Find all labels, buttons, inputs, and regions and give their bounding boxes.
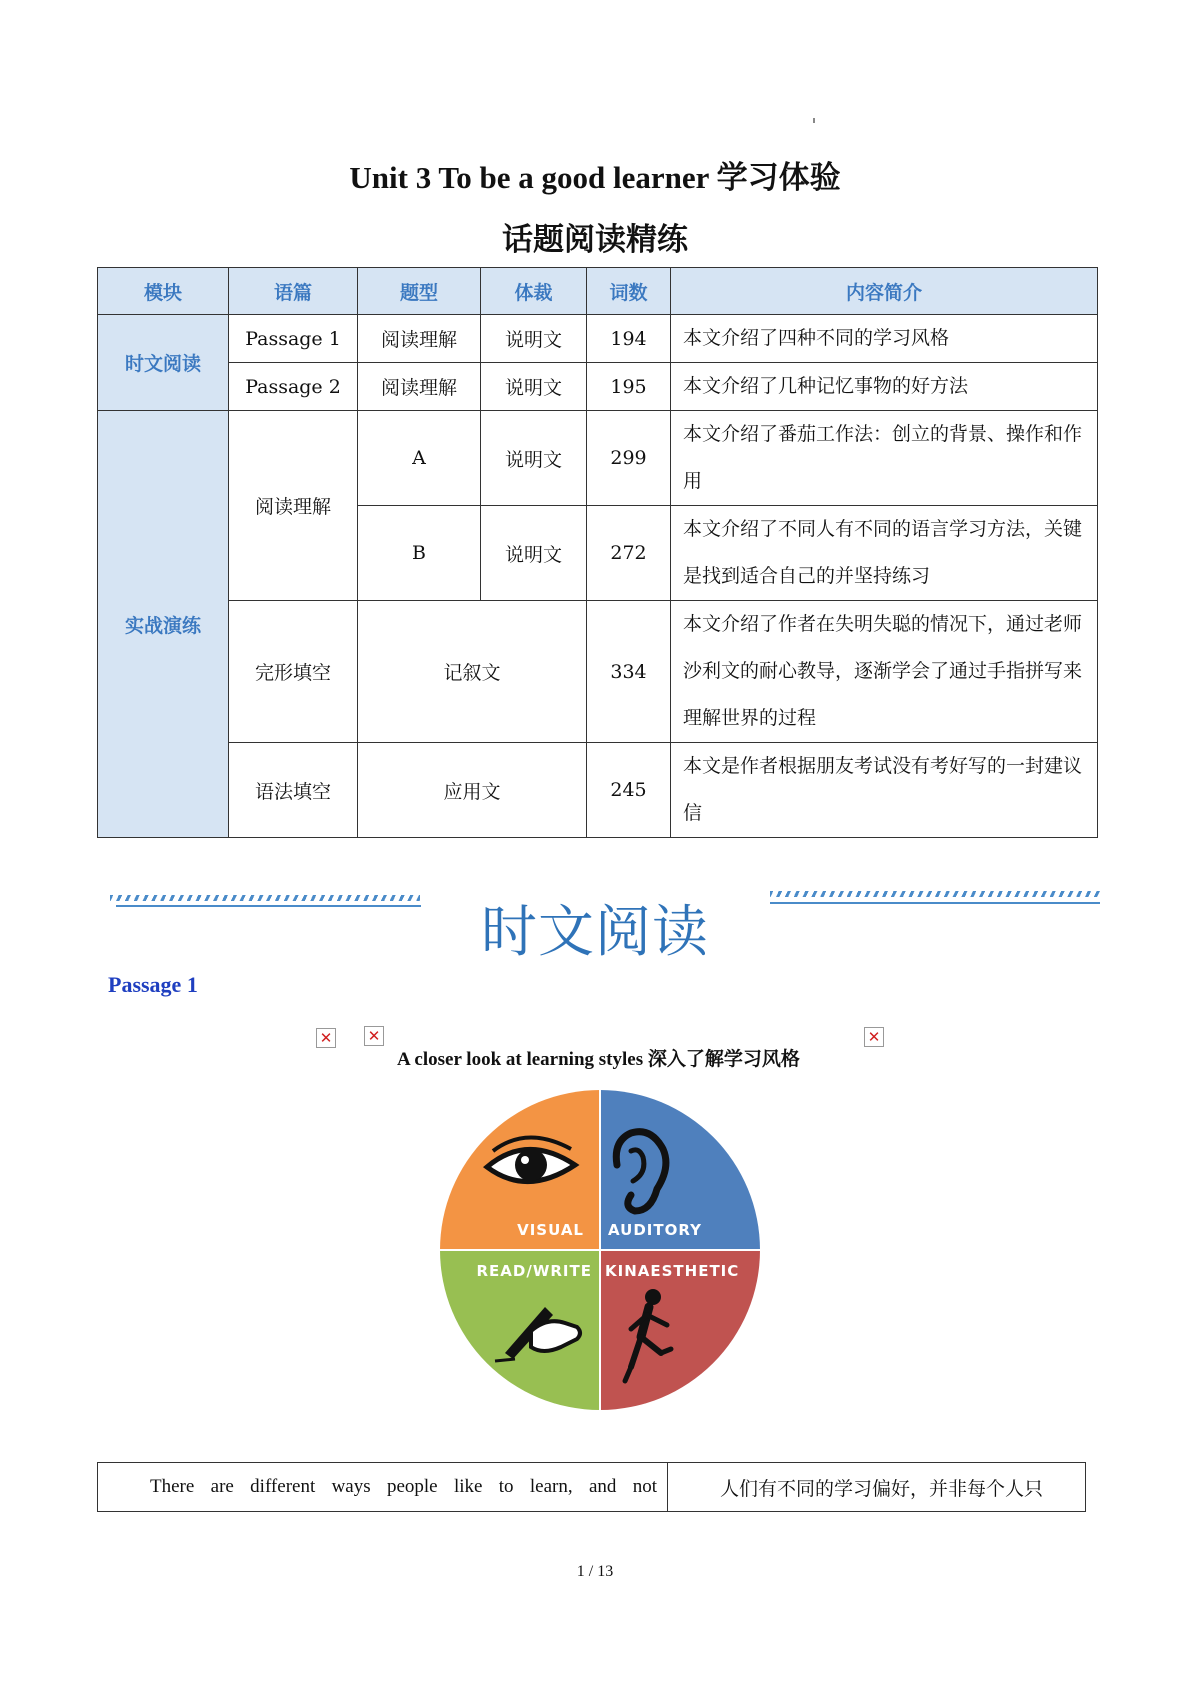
chinese-text-cell: 人们有不同的学习偏好，并非每个人只 [668, 1463, 1086, 1512]
genre-cell: 说明文 [481, 363, 587, 411]
broken-image-icon: ✕ [864, 1027, 884, 1047]
learning-styles-chart [435, 1085, 765, 1415]
desc-cell: 本文介绍了四种不同的学习风格 [671, 315, 1098, 363]
genre-cell: 说明文 [481, 506, 587, 601]
page-subtitle: 话题阅读精练 [502, 222, 688, 258]
words-cell: 195 [587, 363, 671, 411]
header-cell: 题型 [358, 268, 481, 315]
desc-cell: 本文介绍了作者在失明失聪的情况下，通过老师沙利文的耐心教导，逐渐学会了通过手指拼写来理解世界的过程 [671, 601, 1098, 743]
header-cell: 词数 [587, 268, 671, 315]
header-cell: 语篇 [229, 268, 358, 315]
page-number: 1 / 13 [576, 1563, 614, 1580]
table-row [98, 315, 1098, 363]
module-cell: 时文阅读 [98, 315, 229, 411]
header-cell: 内容简介 [671, 268, 1098, 315]
bilingual-table [97, 1462, 1086, 1512]
text-cell: 完形填空 [229, 601, 358, 743]
genre-cell: 记叙文 [358, 601, 587, 743]
header-cell: 体裁 [481, 268, 587, 315]
table-row [98, 601, 1098, 743]
text-cell: 语法填空 [229, 743, 358, 838]
english-text-cell: There are different ways people like to learn, and not [98, 1463, 668, 1512]
text-cell: Passage 2 [229, 363, 358, 411]
stray-mark [813, 118, 815, 123]
table-row [98, 743, 1098, 838]
auditory-label: AUDITORY [608, 1221, 702, 1239]
type-cell: 阅读理解 [358, 315, 481, 363]
type-cell: B [358, 506, 481, 601]
text-cell: 阅读理解 [229, 411, 358, 601]
table-header-row [98, 268, 1098, 315]
words-cell: 272 [587, 506, 671, 601]
table-row [98, 1463, 1086, 1512]
desc-cell: 本文介绍了番茄工作法：创立的背景、操作和作用 [671, 411, 1098, 506]
type-cell: 阅读理解 [358, 363, 481, 411]
words-cell: 299 [587, 411, 671, 506]
visual-label: VISUAL [517, 1221, 584, 1239]
words-cell: 194 [587, 315, 671, 363]
desc-cell: 本文是作者根据朋友考试没有考好写的一封建议信 [671, 743, 1098, 838]
kinaesthetic-label: KINAESTHETIC [605, 1262, 740, 1280]
type-cell: A [358, 411, 481, 506]
header-cell: 模块 [98, 268, 229, 315]
image-caption: A closer look at learning styles 深入了解学习风格 [397, 1049, 800, 1070]
broken-image-icon: ✕ [316, 1028, 336, 1048]
section-banner-title: 时文阅读 [481, 900, 709, 965]
table-row [98, 363, 1098, 411]
page-title: Unit 3 To be a good learner 学习体验 [349, 160, 841, 195]
broken-image-icon: ✕ [364, 1026, 384, 1046]
words-cell: 334 [587, 601, 671, 743]
words-cell: 245 [587, 743, 671, 838]
module-cell: 实战演练 [98, 411, 229, 838]
table-row [98, 411, 1098, 506]
overview-table [97, 267, 1098, 838]
genre-cell: 说明文 [481, 411, 587, 506]
desc-cell: 本文介绍了几种记忆事物的好方法 [671, 363, 1098, 411]
text-cell: Passage 1 [229, 315, 358, 363]
genre-cell: 说明文 [481, 315, 587, 363]
passage-label: Passage 1 [108, 972, 198, 997]
desc-cell: 本文介绍了不同人有不同的语言学习方法，关键是找到适合自己的并坚持练习 [671, 506, 1098, 601]
genre-cell: 应用文 [358, 743, 587, 838]
read-write-label: READ/WRITE [476, 1262, 592, 1280]
